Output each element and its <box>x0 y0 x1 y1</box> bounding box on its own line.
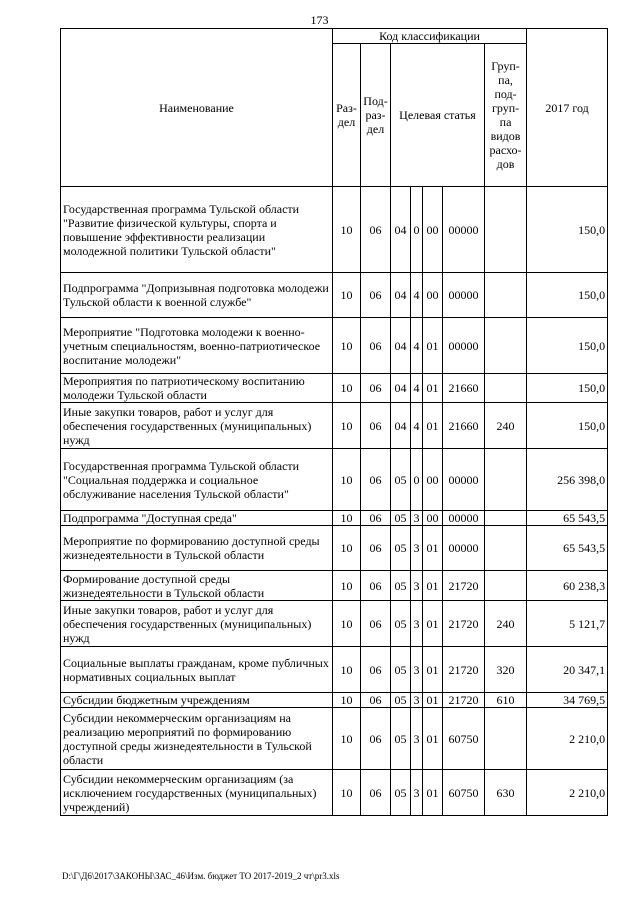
table-row <box>61 647 608 693</box>
row-target-program: 05 <box>391 511 411 526</box>
row-amount-2017: 65 543,5 <box>527 526 608 571</box>
row-name: Мероприятия по патриотическому воспитанию молодежи Тульской области <box>61 374 333 403</box>
row-target-subprogram: 3 <box>411 526 423 571</box>
row-target-subprogram: 0 <box>411 187 423 273</box>
row-amount-2017: 34 769,5 <box>527 693 608 708</box>
row-section: 10 <box>333 571 361 601</box>
row-section: 10 <box>333 449 361 511</box>
row-name: Субсидии некоммерческим организациям на реализацию мероприятий по формированию доступной среды жизнедеятельности в Тульской области <box>61 708 333 770</box>
row-target-direction: 00000 <box>443 511 485 526</box>
header-classification-code: Код классификации <box>333 29 527 44</box>
row-amount-2017: 150,0 <box>527 403 608 449</box>
row-target-direction: 21720 <box>443 647 485 693</box>
row-amount-2017: 150,0 <box>527 273 608 318</box>
header-target-article: Целевая статья <box>391 44 485 187</box>
row-target-activity: 01 <box>423 374 443 403</box>
table-row <box>61 708 608 770</box>
row-subsection: 06 <box>361 449 391 511</box>
row-target-program: 05 <box>391 601 411 647</box>
row-target-program: 05 <box>391 770 411 816</box>
row-section: 10 <box>333 403 361 449</box>
row-name: Мероприятие "Подготовка молодежи к военно-учетным специальностям, военно-патриотическое воспитание молодежи" <box>61 318 333 374</box>
row-subsection: 06 <box>361 571 391 601</box>
header-year-2017: 2017 год <box>527 29 608 187</box>
row-target-activity: 01 <box>423 403 443 449</box>
row-name: Мероприятие по формированию доступной среды жизнедеятельности в Тульской области <box>61 526 333 571</box>
row-name: Формирование доступной среды жизнедеятельности в Тульской области <box>61 571 333 601</box>
row-expense-group <box>485 449 527 511</box>
table-row <box>61 273 608 318</box>
row-target-activity: 01 <box>423 693 443 708</box>
row-target-direction: 00000 <box>443 526 485 571</box>
row-expense-group <box>485 708 527 770</box>
row-target-activity: 01 <box>423 708 443 770</box>
row-section: 10 <box>333 374 361 403</box>
row-section: 10 <box>333 708 361 770</box>
row-target-program: 05 <box>391 647 411 693</box>
row-expense-group: 610 <box>485 693 527 708</box>
row-subsection: 06 <box>361 770 391 816</box>
row-target-activity: 01 <box>423 318 443 374</box>
row-target-direction: 00000 <box>443 187 485 273</box>
row-subsection: 06 <box>361 693 391 708</box>
row-target-direction: 21720 <box>443 693 485 708</box>
row-target-direction: 00000 <box>443 449 485 511</box>
row-expense-group <box>485 318 527 374</box>
row-section: 10 <box>333 601 361 647</box>
row-section: 10 <box>333 647 361 693</box>
row-expense-group: 320 <box>485 647 527 693</box>
row-expense-group <box>485 526 527 571</box>
row-section: 10 <box>333 187 361 273</box>
row-subsection: 06 <box>361 318 391 374</box>
row-target-direction: 60750 <box>443 708 485 770</box>
row-expense-group: 630 <box>485 770 527 816</box>
row-target-subprogram: 4 <box>411 273 423 318</box>
row-target-program: 04 <box>391 318 411 374</box>
row-name: Субсидии некоммерческим организациям (за исключением государственных (муниципальных) учреждений) <box>61 770 333 816</box>
row-target-subprogram: 4 <box>411 374 423 403</box>
row-subsection: 06 <box>361 374 391 403</box>
row-amount-2017: 2 210,0 <box>527 708 608 770</box>
table-row <box>61 770 608 816</box>
row-expense-group: 240 <box>485 601 527 647</box>
row-name: Иные закупки товаров, работ и услуг для обеспечения государственных (муниципальных) нужд <box>61 601 333 647</box>
row-target-activity: 01 <box>423 601 443 647</box>
table-row <box>61 511 608 526</box>
row-section: 10 <box>333 770 361 816</box>
row-name: Подпрограмма "Допризывная подготовка молодежи Тульской области к военной службе" <box>61 273 333 318</box>
row-target-subprogram: 4 <box>411 318 423 374</box>
file-path-footer: D:\Г\Д6\2017\ЗАКОНЫ\ЗАС_46\Изм. бюджет ТО 2017-2019_2 чт\pr3.xls <box>62 871 340 881</box>
row-section: 10 <box>333 526 361 571</box>
row-name: Субсидии бюджетным учреждениям <box>61 693 333 708</box>
row-target-subprogram: 0 <box>411 449 423 511</box>
budget-table <box>60 28 608 816</box>
row-target-subprogram: 3 <box>411 601 423 647</box>
row-target-program: 05 <box>391 571 411 601</box>
row-amount-2017: 150,0 <box>527 374 608 403</box>
row-target-subprogram: 3 <box>411 511 423 526</box>
row-target-activity: 00 <box>423 449 443 511</box>
table-row <box>61 318 608 374</box>
row-amount-2017: 20 347,1 <box>527 647 608 693</box>
row-name: Социальные выплаты гражданам, кроме публичных нормативных социальных выплат <box>61 647 333 693</box>
row-name: Иные закупки товаров, работ и услуг для обеспечения государственных (муниципальных) нужд <box>61 403 333 449</box>
row-name: Государственная программа Тульской области "Социальная поддержка и социальное обслуживание населения Тульской области" <box>61 449 333 511</box>
row-target-subprogram: 3 <box>411 770 423 816</box>
row-section: 10 <box>333 273 361 318</box>
row-amount-2017: 65 543,5 <box>527 511 608 526</box>
row-section: 10 <box>333 693 361 708</box>
header-subsection: Под- раз- дел <box>361 44 391 187</box>
row-target-program: 05 <box>391 526 411 571</box>
row-amount-2017: 256 398,0 <box>527 449 608 511</box>
row-target-activity: 01 <box>423 526 443 571</box>
table-row <box>61 571 608 601</box>
row-target-direction: 21720 <box>443 571 485 601</box>
table-row <box>61 374 608 403</box>
row-expense-group <box>485 273 527 318</box>
row-subsection: 06 <box>361 511 391 526</box>
row-target-activity: 01 <box>423 571 443 601</box>
row-target-direction: 21660 <box>443 374 485 403</box>
table-body <box>61 187 608 816</box>
row-target-program: 04 <box>391 403 411 449</box>
table-row <box>61 601 608 647</box>
row-name: Подпрограмма "Доступная среда" <box>61 511 333 526</box>
table-row <box>61 526 608 571</box>
row-target-direction: 60750 <box>443 770 485 816</box>
row-subsection: 06 <box>361 708 391 770</box>
row-subsection: 06 <box>361 647 391 693</box>
row-subsection: 06 <box>361 403 391 449</box>
row-subsection: 06 <box>361 526 391 571</box>
row-expense-group <box>485 374 527 403</box>
row-target-activity: 00 <box>423 187 443 273</box>
table-row <box>61 693 608 708</box>
row-target-activity: 00 <box>423 273 443 318</box>
table-row <box>61 187 608 273</box>
row-amount-2017: 60 238,3 <box>527 571 608 601</box>
page-number: 173 <box>310 13 329 27</box>
row-target-activity: 01 <box>423 647 443 693</box>
row-name: Государственная программа Тульской области "Развитие физической культуры, спорта и повышение эффективности реализации молодежной политики Тульской области" <box>61 187 333 273</box>
row-target-program: 05 <box>391 708 411 770</box>
header-name: Наименование <box>61 29 333 187</box>
row-target-program: 04 <box>391 374 411 403</box>
row-target-subprogram: 3 <box>411 708 423 770</box>
row-target-direction: 21720 <box>443 601 485 647</box>
row-section: 10 <box>333 318 361 374</box>
header-expense-group: Груп- па, под- груп- па видов расхо- дов <box>485 44 527 187</box>
row-amount-2017: 5 121,7 <box>527 601 608 647</box>
row-target-activity: 00 <box>423 511 443 526</box>
row-target-program: 05 <box>391 693 411 708</box>
row-expense-group <box>485 187 527 273</box>
row-target-subprogram: 3 <box>411 693 423 708</box>
row-target-program: 04 <box>391 187 411 273</box>
row-target-program: 05 <box>391 449 411 511</box>
row-target-activity: 01 <box>423 770 443 816</box>
table-row <box>61 449 608 511</box>
row-expense-group <box>485 511 527 526</box>
row-target-program: 04 <box>391 273 411 318</box>
row-target-subprogram: 3 <box>411 571 423 601</box>
row-expense-group: 240 <box>485 403 527 449</box>
row-subsection: 06 <box>361 273 391 318</box>
row-amount-2017: 150,0 <box>527 187 608 273</box>
row-section: 10 <box>333 511 361 526</box>
row-amount-2017: 2 210,0 <box>527 770 608 816</box>
row-subsection: 06 <box>361 601 391 647</box>
header-section: Раз- дел <box>333 44 361 187</box>
row-target-direction: 00000 <box>443 318 485 374</box>
row-target-subprogram: 4 <box>411 403 423 449</box>
row-target-subprogram: 3 <box>411 647 423 693</box>
row-amount-2017: 150,0 <box>527 318 608 374</box>
row-target-direction: 00000 <box>443 273 485 318</box>
table-row <box>61 403 608 449</box>
row-subsection: 06 <box>361 187 391 273</box>
row-target-direction: 21660 <box>443 403 485 449</box>
row-expense-group <box>485 571 527 601</box>
